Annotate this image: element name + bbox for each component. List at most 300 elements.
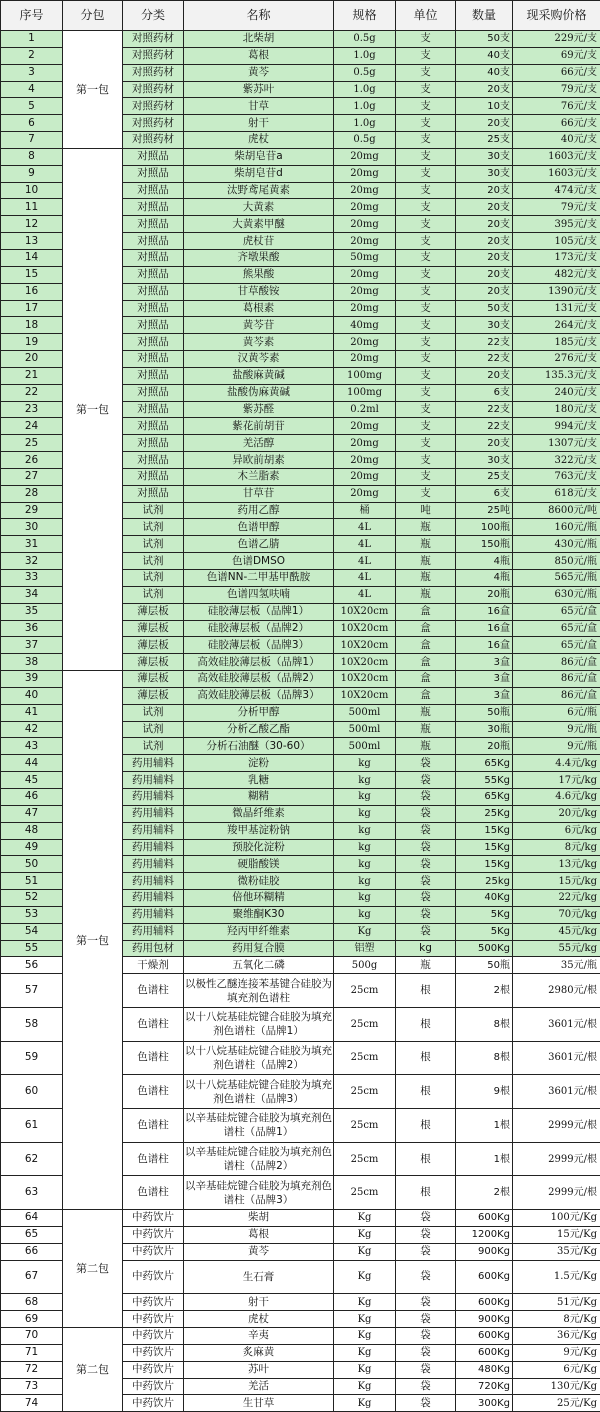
row-spec: 1.0g (334, 98, 396, 115)
row-name: 硬脂酸镁 (184, 856, 334, 873)
row-price: 240元/支 (513, 384, 600, 401)
row-category: 对照品 (123, 165, 184, 182)
row-name: 淀粉 (184, 755, 334, 772)
row-quantity: 8根 (456, 1007, 513, 1041)
row-name: 汉黄芩素 (184, 351, 334, 368)
row-quantity: 30支 (456, 317, 513, 334)
row-unit: 根 (396, 1041, 456, 1075)
row-quantity: 16盒 (456, 637, 513, 654)
row-unit: 袋 (396, 839, 456, 856)
row-quantity: 30支 (456, 148, 513, 165)
header-price: 现采购价格 (513, 1, 600, 31)
row-price: 65元/盒 (513, 603, 600, 620)
row-number: 73 (1, 1378, 63, 1395)
row-price: 15元/kg (513, 873, 600, 890)
row-unit: 支 (396, 384, 456, 401)
row-spec: Kg (334, 1226, 396, 1243)
row-spec: 1.0g (334, 81, 396, 98)
row-quantity: 300Kg (456, 1395, 513, 1412)
row-number: 74 (1, 1395, 63, 1412)
row-unit: 袋 (396, 755, 456, 772)
row-quantity: 4瓶 (456, 570, 513, 587)
row-category: 试剂 (123, 536, 184, 553)
row-spec: 500ml (334, 704, 396, 721)
row-number: 7 (1, 132, 63, 149)
row-price: 482元/支 (513, 266, 600, 283)
row-quantity: 720Kg (456, 1378, 513, 1395)
row-price: 65元/盒 (513, 620, 600, 637)
row-price: 69元/支 (513, 47, 600, 64)
row-spec: 4L (334, 519, 396, 536)
row-spec: 20mg (334, 418, 396, 435)
row-name: 紫花前胡苷 (184, 418, 334, 435)
row-price: 2999元/根 (513, 1176, 600, 1210)
row-spec: Kg (334, 1294, 396, 1311)
row-unit: 支 (396, 401, 456, 418)
row-number: 17 (1, 300, 63, 317)
row-quantity: 50支 (456, 31, 513, 48)
row-price: 630元/瓶 (513, 586, 600, 603)
row-unit: 袋 (396, 788, 456, 805)
row-category: 中药饮片 (123, 1226, 184, 1243)
row-number: 48 (1, 822, 63, 839)
row-spec: Kg (334, 1210, 396, 1227)
row-spec: kg (334, 873, 396, 890)
table-row (1, 671, 600, 688)
row-category: 试剂 (123, 519, 184, 536)
row-number: 26 (1, 452, 63, 469)
row-unit: 盒 (396, 654, 456, 671)
row-name: 以辛基硅烷键合硅胶为填充剂色谱柱（品牌3） (184, 1176, 334, 1210)
row-price: 3601元/根 (513, 1041, 600, 1075)
row-category: 对照品 (123, 468, 184, 485)
row-price: 66元/支 (513, 64, 600, 81)
row-price: 160元/瓶 (513, 519, 600, 536)
row-spec: 100mg (334, 367, 396, 384)
header-no: 序号 (1, 1, 63, 31)
row-spec: 500ml (334, 738, 396, 755)
row-name: 黄芩苷 (184, 317, 334, 334)
row-number: 21 (1, 367, 63, 384)
row-category: 薄层板 (123, 654, 184, 671)
row-name: 黄芩 (184, 64, 334, 81)
row-number: 49 (1, 839, 63, 856)
row-spec: 20mg (334, 216, 396, 233)
row-quantity: 15Kg (456, 856, 513, 873)
row-price: 45元/kg (513, 923, 600, 940)
row-number: 45 (1, 772, 63, 789)
row-name: 大黄素 (184, 199, 334, 216)
row-spec: 20mg (334, 165, 396, 182)
row-name: 分析石油醚（30-60） (184, 738, 334, 755)
package-cell: 第一包 (63, 671, 123, 1210)
row-unit: 根 (396, 1142, 456, 1176)
row-price: 51元/Kg (513, 1294, 600, 1311)
row-price: 86元/盒 (513, 671, 600, 688)
row-unit: 支 (396, 47, 456, 64)
row-name: 葛根 (184, 1226, 334, 1243)
row-name: 药用乙醇 (184, 502, 334, 519)
row-spec: 20mg (334, 468, 396, 485)
row-quantity: 2根 (456, 1176, 513, 1210)
row-name: 羧甲基淀粉钠 (184, 822, 334, 839)
row-quantity: 20支 (456, 182, 513, 199)
row-category: 中药饮片 (123, 1243, 184, 1260)
row-unit: 支 (396, 452, 456, 469)
row-quantity: 20支 (456, 233, 513, 250)
row-spec: 25cm (334, 1176, 396, 1210)
row-category: 对照药材 (123, 115, 184, 132)
row-category: 试剂 (123, 721, 184, 738)
row-unit: 支 (396, 468, 456, 485)
row-price: 2999元/根 (513, 1142, 600, 1176)
row-unit: 支 (396, 435, 456, 452)
row-unit: 支 (396, 334, 456, 351)
row-number: 70 (1, 1327, 63, 1344)
row-number: 11 (1, 199, 63, 216)
row-number: 65 (1, 1226, 63, 1243)
row-spec: 桶 (334, 502, 396, 519)
row-name: 甘草苷 (184, 485, 334, 502)
row-name: 分析甲醇 (184, 704, 334, 721)
row-category: 中药饮片 (123, 1327, 184, 1344)
row-spec: 20mg (334, 485, 396, 502)
row-spec: 20mg (334, 182, 396, 199)
row-category: 药用辅料 (123, 873, 184, 890)
row-price: 2980元/根 (513, 974, 600, 1008)
row-price: 3601元/根 (513, 1007, 600, 1041)
row-quantity: 1根 (456, 1142, 513, 1176)
row-unit: 袋 (396, 1327, 456, 1344)
table-row (1, 148, 600, 165)
row-number: 12 (1, 216, 63, 233)
row-quantity: 600Kg (456, 1327, 513, 1344)
row-name: 木兰脂素 (184, 468, 334, 485)
row-price: 13元/kg (513, 856, 600, 873)
row-number: 41 (1, 704, 63, 721)
row-quantity: 16盒 (456, 620, 513, 637)
row-category: 试剂 (123, 586, 184, 603)
row-number: 10 (1, 182, 63, 199)
row-unit: 支 (396, 165, 456, 182)
row-price: 40元/支 (513, 132, 600, 149)
row-price: 8元/Kg (513, 1311, 600, 1328)
row-category: 试剂 (123, 502, 184, 519)
row-spec: 20mg (334, 266, 396, 283)
row-category: 对照药材 (123, 47, 184, 64)
row-quantity: 22支 (456, 401, 513, 418)
row-category: 中药饮片 (123, 1344, 184, 1361)
row-unit: 盒 (396, 687, 456, 704)
row-name: 以辛基硅烷键合硅胶为填充剂色谱柱（品牌1） (184, 1109, 334, 1143)
row-quantity: 900Kg (456, 1243, 513, 1260)
row-spec: Kg (334, 1395, 396, 1412)
row-number: 52 (1, 890, 63, 907)
row-name: 葛根素 (184, 300, 334, 317)
row-category: 色谱柱 (123, 974, 184, 1008)
row-number: 54 (1, 923, 63, 940)
row-number: 2 (1, 47, 63, 64)
row-spec: 100mg (334, 384, 396, 401)
row-category: 中药饮片 (123, 1210, 184, 1227)
row-spec: 25cm (334, 1109, 396, 1143)
row-price: 22元/kg (513, 890, 600, 907)
row-unit: 袋 (396, 1243, 456, 1260)
row-name: 黄芩素 (184, 334, 334, 351)
row-number: 72 (1, 1361, 63, 1378)
row-spec: kg (334, 755, 396, 772)
row-price: 3601元/根 (513, 1075, 600, 1109)
row-name: 炙麻黄 (184, 1344, 334, 1361)
row-number: 29 (1, 502, 63, 519)
row-price: 15元/Kg (513, 1226, 600, 1243)
row-unit: 支 (396, 249, 456, 266)
row-category: 药用包材 (123, 940, 184, 957)
header-spec: 规格 (334, 1, 396, 31)
row-unit: 支 (396, 81, 456, 98)
row-number: 71 (1, 1344, 63, 1361)
row-number: 5 (1, 98, 63, 115)
row-quantity: 6支 (456, 384, 513, 401)
row-category: 对照品 (123, 233, 184, 250)
row-number: 30 (1, 519, 63, 536)
row-spec: Kg (334, 1327, 396, 1344)
row-unit: 袋 (396, 772, 456, 789)
row-spec: Kg (334, 1311, 396, 1328)
row-category: 中药饮片 (123, 1378, 184, 1395)
row-unit: 根 (396, 1176, 456, 1210)
row-category: 薄层板 (123, 637, 184, 654)
row-category: 色谱柱 (123, 1142, 184, 1176)
row-price: 79元/支 (513, 81, 600, 98)
row-category: 对照品 (123, 367, 184, 384)
row-unit: 支 (396, 132, 456, 149)
row-unit: 瓶 (396, 586, 456, 603)
row-price: 17元/kg (513, 772, 600, 789)
row-spec: 10X20cm (334, 671, 396, 688)
row-number: 47 (1, 805, 63, 822)
row-name: 色谱DMSO (184, 553, 334, 570)
row-quantity: 25kg (456, 873, 513, 890)
row-price: 20元/kg (513, 805, 600, 822)
row-number: 58 (1, 1007, 63, 1041)
row-number: 67 (1, 1260, 63, 1294)
row-category: 对照品 (123, 334, 184, 351)
row-spec: kg (334, 822, 396, 839)
row-name: 虎杖 (184, 132, 334, 149)
row-quantity: 20支 (456, 199, 513, 216)
row-number: 69 (1, 1311, 63, 1328)
row-name: 盐酸麻黄碱 (184, 367, 334, 384)
row-quantity: 30瓶 (456, 721, 513, 738)
row-quantity: 3盒 (456, 654, 513, 671)
row-name: 紫苏叶 (184, 81, 334, 98)
row-name: 糊精 (184, 788, 334, 805)
row-quantity: 22支 (456, 334, 513, 351)
row-name: 黄芩 (184, 1243, 334, 1260)
row-spec: Kg (334, 1361, 396, 1378)
row-name: 熊果酸 (184, 266, 334, 283)
row-quantity: 15Kg (456, 839, 513, 856)
row-category: 对照品 (123, 300, 184, 317)
row-category: 薄层板 (123, 687, 184, 704)
row-number: 66 (1, 1243, 63, 1260)
row-number: 68 (1, 1294, 63, 1311)
row-category: 对照品 (123, 317, 184, 334)
row-category: 药用辅料 (123, 856, 184, 873)
row-name: 辛夷 (184, 1327, 334, 1344)
row-unit: 根 (396, 974, 456, 1008)
row-quantity: 3盒 (456, 687, 513, 704)
row-quantity: 5Kg (456, 923, 513, 940)
row-category: 中药饮片 (123, 1260, 184, 1294)
row-number: 32 (1, 553, 63, 570)
row-name: 柴胡皂苷a (184, 148, 334, 165)
row-category: 中药饮片 (123, 1395, 184, 1412)
row-number: 28 (1, 485, 63, 502)
row-number: 39 (1, 671, 63, 688)
row-price: 276元/支 (513, 351, 600, 368)
row-unit: 盒 (396, 603, 456, 620)
row-price: 395元/支 (513, 216, 600, 233)
row-name: 以十八烷基硅烷键合硅胶为填充剂色谱柱（品牌1） (184, 1007, 334, 1041)
row-category: 对照品 (123, 435, 184, 452)
row-name: 微粉硅胶 (184, 873, 334, 890)
row-price: 185元/支 (513, 334, 600, 351)
row-name: 高效硅胶薄层板（品牌2） (184, 671, 334, 688)
header-unit: 单位 (396, 1, 456, 31)
row-number: 15 (1, 266, 63, 283)
row-spec: 500ml (334, 721, 396, 738)
row-name: 汰野鸢尾黄素 (184, 182, 334, 199)
row-quantity: 40支 (456, 47, 513, 64)
row-spec: Kg (334, 1378, 396, 1395)
row-quantity: 500Kg (456, 940, 513, 957)
row-unit: 支 (396, 31, 456, 48)
row-price: 25元/Kg (513, 1395, 600, 1412)
row-quantity: 22支 (456, 351, 513, 368)
row-unit: 支 (396, 418, 456, 435)
row-quantity: 1根 (456, 1109, 513, 1143)
row-unit: 袋 (396, 873, 456, 890)
row-spec: 0.2ml (334, 401, 396, 418)
row-spec: 20mg (334, 300, 396, 317)
row-unit: 瓶 (396, 721, 456, 738)
row-unit: 盒 (396, 671, 456, 688)
row-price: 1603元/支 (513, 148, 600, 165)
row-spec: Kg (334, 1243, 396, 1260)
row-quantity: 600Kg (456, 1210, 513, 1227)
row-name: 苏叶 (184, 1361, 334, 1378)
table-row (1, 1327, 600, 1344)
row-spec: 4L (334, 570, 396, 587)
row-number: 44 (1, 755, 63, 772)
row-spec: 10X20cm (334, 637, 396, 654)
row-quantity: 22支 (456, 418, 513, 435)
row-price: 35元/Kg (513, 1243, 600, 1260)
row-price: 994元/支 (513, 418, 600, 435)
row-spec: 20mg (334, 351, 396, 368)
row-number: 3 (1, 64, 63, 81)
row-quantity: 20支 (456, 283, 513, 300)
row-price: 9元/瓶 (513, 721, 600, 738)
row-price: 100元/Kg (513, 1210, 600, 1227)
row-number: 34 (1, 586, 63, 603)
row-quantity: 20支 (456, 216, 513, 233)
row-unit: 支 (396, 485, 456, 502)
header-name: 名称 (184, 1, 334, 31)
row-number: 16 (1, 283, 63, 300)
row-spec: kg (334, 788, 396, 805)
row-price: 8600元/吨 (513, 502, 600, 519)
row-spec: kg (334, 805, 396, 822)
row-spec: 0.5g (334, 132, 396, 149)
row-name: 以辛基硅烷键合硅胶为填充剂色谱柱（品牌2） (184, 1142, 334, 1176)
row-spec: 10X20cm (334, 620, 396, 637)
table-body (1, 31, 600, 1412)
row-price: 130元/Kg (513, 1378, 600, 1395)
row-spec: 10X20cm (334, 603, 396, 620)
row-quantity: 600Kg (456, 1344, 513, 1361)
row-unit: 支 (396, 98, 456, 115)
row-name: 硅胶薄层板（品牌3） (184, 637, 334, 654)
row-category: 薄层板 (123, 671, 184, 688)
row-quantity: 50瓶 (456, 704, 513, 721)
row-spec: 25cm (334, 1041, 396, 1075)
row-category: 药用辅料 (123, 805, 184, 822)
row-name: 药用复合膜 (184, 940, 334, 957)
row-spec: 20mg (334, 452, 396, 469)
row-number: 23 (1, 401, 63, 418)
row-number: 61 (1, 1109, 63, 1143)
row-price: 6元/瓶 (513, 704, 600, 721)
row-quantity: 600Kg (456, 1294, 513, 1311)
row-spec: 0.5g (334, 64, 396, 81)
row-spec: 10X20cm (334, 687, 396, 704)
row-price: 763元/支 (513, 468, 600, 485)
row-spec: 50mg (334, 249, 396, 266)
package-cell: 第二包 (63, 1210, 123, 1328)
row-number: 46 (1, 788, 63, 805)
row-spec: 25cm (334, 974, 396, 1008)
row-price: 322元/支 (513, 452, 600, 469)
row-quantity: 25吨 (456, 502, 513, 519)
row-price: 6元/Kg (513, 1361, 600, 1378)
row-price: 1307元/支 (513, 435, 600, 452)
row-name: 虎杖苷 (184, 233, 334, 250)
row-name: 以十八烷基硅烷键合硅胶为填充剂色谱柱（品牌3） (184, 1075, 334, 1109)
row-price: 180元/支 (513, 401, 600, 418)
row-price: 850元/瓶 (513, 553, 600, 570)
row-unit: 袋 (396, 1311, 456, 1328)
row-name: 色谱四氢呋喃 (184, 586, 334, 603)
row-spec: 25cm (334, 1007, 396, 1041)
row-spec: 4L (334, 553, 396, 570)
row-quantity: 50瓶 (456, 957, 513, 974)
row-unit: 袋 (396, 1378, 456, 1395)
row-price: 565元/瓶 (513, 570, 600, 587)
row-number: 35 (1, 603, 63, 620)
row-category: 色谱柱 (123, 1109, 184, 1143)
package-cell: 第一包 (63, 31, 123, 149)
row-price: 474元/支 (513, 182, 600, 199)
row-category: 试剂 (123, 704, 184, 721)
header-quantity: 数量 (456, 1, 513, 31)
row-unit: 支 (396, 148, 456, 165)
row-quantity: 20支 (456, 266, 513, 283)
row-spec: 25cm (334, 1075, 396, 1109)
table-row (1, 31, 600, 48)
